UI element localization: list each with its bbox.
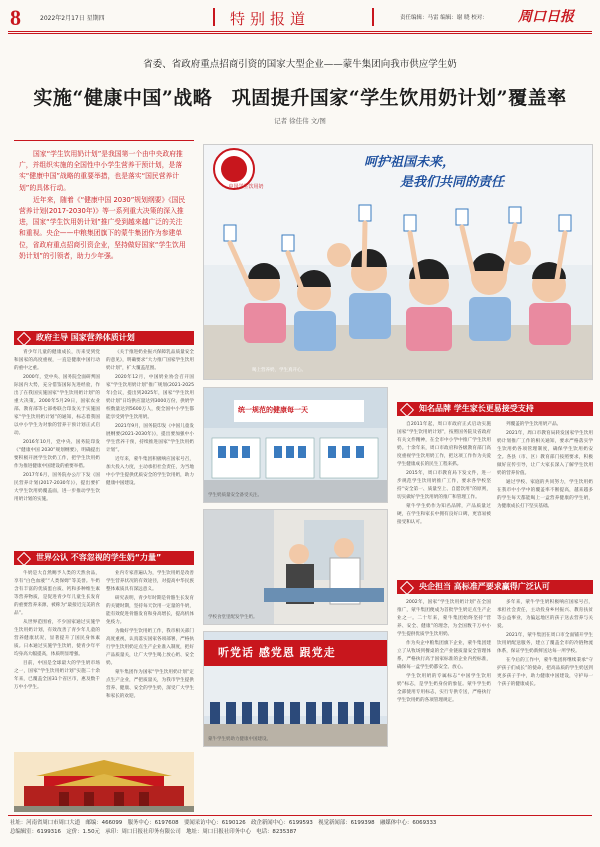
body-paragraph: 2021年，蒙牛集团在周口市全面铺开学生饮用奶配送服务，建立了覆盖全市的冷链物流体系，保证学生奶新鲜送达每一所学校。 bbox=[497, 633, 593, 654]
header-rule-thin bbox=[8, 33, 592, 34]
body-paragraph: 蒙牛学生奶作为知名品牌，产品质量过硬，在学生和家长中拥有良好口碑，更容易被接受和认可。 bbox=[397, 504, 491, 525]
display-banner-text: 统一规范的健康每一天 bbox=[238, 406, 308, 414]
section1-column-a bbox=[14, 349, 100, 535]
paper-logo: 周口日报 bbox=[518, 9, 574, 25]
footer-line-2: 总编辑室：6199316 定价：1.50元 承印：周口日报社印务有限公司 地址：周口日报社印务中心 电话：8235387 bbox=[10, 829, 297, 835]
page-number: 8 bbox=[10, 5, 21, 30]
footer-line-1: 社址：河南省周口市周口大道 邮编：466099 服务中心：6197608 要闻采访中心：6190126 政企新闻中心：6199593 视觉新闻部：6199398 融媒体中心：6069333 bbox=[10, 820, 437, 826]
body-paragraph: 多年来，蒙牛学生奶积极响应国家号召，承担社会责任，主动投身乡村振兴、教育扶贫等公益事业，为偏远地区的孩子送去营养与关爱。 bbox=[497, 600, 593, 629]
body-paragraph: 2020年12月，中国奶业协会召开国家“学生饮用奶计划”推广规划(2021-2025年)会议，提出到2025年，国家“学生饮用奶计划”日均供应量达到3000万份，供奶学校数量达到5600万人，使全国中小学生都能享受到学生饮用奶。 bbox=[106, 375, 194, 420]
body-paragraph: 作为央企中粮集团旗下企业，蒙牛集团建立了从牧场到餐桌的全产业链质量安全管理体系，严格执行高于国家标准的企业内控标准，确保每一盒学生奶都安全、放心。 bbox=[397, 641, 491, 670]
body-paragraph: 牛奶是大自然赐予人类的天然食品，享有“白色血液”“人类保姆”等美誉。牛奶含有丰富的优质蛋白质、钙和多种维生素等营养物质，是促进青少年儿童生长发育的重要营养来源，被称为“最接近完美的食品”。 bbox=[14, 571, 100, 616]
main-photo-caption: 喝上营养奶，学生真开心。 bbox=[252, 368, 306, 373]
section-title: 特别报道 bbox=[230, 10, 311, 28]
body-paragraph: 2015年，周口市教育局下发文件，进一步规范学生饮用奶推广工作，要求各学校坚持“安全第一、质量至上、自愿饮用”的原则，切实做好学生饮用奶的推广和管理工作。 bbox=[397, 471, 491, 500]
section-head-soe: 央企担当 高标准严要求赢得广泛认可 bbox=[397, 580, 593, 594]
body-paragraph: 2017年6月，国务院办公厅下发《国民营养计划(2017-2030年)》，提出要扩大学生饮用奶覆盖面，进一步推动学生饮用奶计划的实施。 bbox=[14, 473, 100, 502]
photo-milk-display bbox=[203, 387, 388, 503]
body-paragraph: 2016年10月，党中央、国务院印发《“健康中国 2030”规划纲要》，明确提出要积极开展学生饮奶工作，把学生饮用奶作为推进健康中国建设的重要举措。 bbox=[14, 440, 100, 469]
photo-canteen bbox=[203, 509, 388, 625]
classroom-illustration bbox=[204, 145, 592, 379]
body-paragraph: 通过学校、家庭的共同努力，学生饮用奶在我市中小学中的覆盖率不断提高，越来越多的学生每天都能喝上一盒营养健康的学生奶，为健康成长打下坚实基础。 bbox=[497, 480, 593, 509]
section1-column-b bbox=[106, 349, 194, 535]
body-paragraph: 目前，中国是全球最大的学生奶市场之一，国家“学生饮用奶计划”实施二十余年来，已覆盖全国31个省区市，惠及数千万中小学生。 bbox=[14, 661, 100, 690]
body-paragraph: 自2011年起，周口市政府正式启动实施国家“学生饮用奶计划”，按照国务院及省政府有关文件精神，在全市中小学中推广学生饮用奶。十余年来，周口市政府和各级教育部门高度重视学生饮用奶工作，把这项工作作为关爱学生健康成长的民生工程来抓。 bbox=[397, 422, 491, 467]
lead-box bbox=[14, 140, 194, 325]
canteen-illustration bbox=[204, 510, 387, 624]
section-head-world: 世界公认 不容忽视的学生奶“力量” bbox=[14, 551, 194, 565]
body-paragraph: 蒙牛集团作为国家“学生饮用奶计划”定点生产企业，严把质量关，为我市学生提供营养、健康、安全的学生奶，深受广大学生和家长的欢迎。 bbox=[106, 670, 194, 699]
main-photo bbox=[203, 144, 593, 380]
footer bbox=[10, 819, 590, 837]
section3-column-a bbox=[397, 421, 491, 569]
section-divider-left bbox=[213, 8, 215, 26]
issue-date: 2022年2月17日 星期四 bbox=[40, 15, 105, 22]
section4-column-a bbox=[397, 599, 491, 811]
body-paragraph: 2002年，国家“学生饮用奶计划”在全国推广，蒙牛集团便成为首批学生奶定点生产企业之一。二十年来，蒙牛集团始终坚持“营养、安全、健康”的理念，为全国数千万中小学生提供优质学生饮用奶。 bbox=[397, 600, 491, 637]
photo3-caption: 学校食堂里配发学生奶。 bbox=[208, 615, 258, 620]
student-milk-logo: 中国学生饮用奶 bbox=[228, 184, 264, 190]
article-headline: 实施“健康中国”战略 巩固提升国家“学生饮用奶计划”覆盖率 bbox=[33, 87, 567, 109]
body-paragraph: 学生饮用奶的专属标志“中国学生饮用奶”标志，是学生奶身份的象征。蒙牛学生奶全部使用专用标志，实行专供专送，严格执行学生饮用奶的各项管理规定。 bbox=[397, 674, 491, 703]
body-paragraph: 近年来，蒙牛集团积极响应国家号召，加大投入力度，主动承担社会责任，为当地中小学生提供优质安全的学生饮用奶，助力健康中国建设。 bbox=[106, 457, 194, 486]
body-paragraph: 2021年，周口市教育局转发国家学生饮用奶计划推广工作的相关通知，要求严格落实学生饮用奶各项管理制度，确保学生饮用奶安全。各县（市、区）教育部门按照要求，积极做好宣传引导，让广大家长深入了解学生饮用奶的营养价值。 bbox=[497, 431, 593, 476]
body-paragraph: 2021年9月，国务院印发《中国儿童发展纲要(2021-2030年)》，提出要加强中小学生营养干预，持续推进国家“学生饮用奶计划”。 bbox=[106, 424, 194, 453]
body-paragraph: 《关于推进奶业振兴保障乳品质量安全的意见》，明确要求“大力推广国家学生饮用奶计划”，扩大覆盖范围。 bbox=[106, 350, 194, 371]
article-byline: 记者 徐佳伟 文/图 bbox=[274, 117, 326, 125]
photo2-caption: 学生奶质量安全备受关注。 bbox=[208, 493, 262, 498]
body-paragraph: 研究表明，青少年时期是骨骼生长发育的关键时期，坚持每天饮用一定量的牛奶，能有效促进骨骼发育和身高增长，提高机体免疫力。 bbox=[106, 596, 194, 625]
section4-column-b bbox=[497, 599, 593, 811]
section2-column-b bbox=[106, 570, 194, 746]
body-paragraph: 从世界范围看，不少国家通过实施学生饮用奶计划，有效改善了青少年儿童的营养健康状况，显著提升了国民身体素质。日本通过实施学生饮奶，使青少年平均身高大幅提高，体质明显增强。 bbox=[14, 620, 100, 657]
photo4-caption: 蒙牛学生奶助力健康中国建设。 bbox=[208, 737, 271, 742]
footer-rule bbox=[8, 815, 592, 816]
lead-paragraph: 国家“学生饮用奶计划”是我国第一个由中央政府推广，并组织实施的全国性中小学生营养干预计划，是落实“健康中国”战略的重要举措，也是落实“国民营养计划”的具体行动。 bbox=[19, 150, 183, 192]
section-divider-right bbox=[372, 8, 374, 26]
main-slogan-line1: 呵护祖国未来， bbox=[364, 155, 456, 170]
section2-column-a bbox=[14, 570, 100, 746]
tiananmen-decoration bbox=[14, 752, 194, 812]
article-kicker: 省委、省政府重点招商引资的国家大型企业——蒙牛集团向我市供应学生奶 bbox=[143, 59, 457, 70]
main-slogan-line2: 是我们共同的责任 bbox=[400, 175, 505, 190]
body-paragraph: 列覆盖的学生饮用奶产品。 bbox=[506, 422, 562, 427]
lead-paragraph: 近年来，随着《“健康中国 2030”规划纲要》《国民营养计划(2017-2030年)》等一系列重大决策的深入推进，国家“学生饮用奶计划”推广受到越来越广泛的关注和重视。央企——中粮集团旗下的蒙牛集团作为参建单位，省政府重点招商引资企业，坚持做好国家“学生饮用奶计划”的引领者，助力少年强。 bbox=[19, 195, 186, 260]
body-paragraph: 青少年儿童的健康成长，历来受到党和国家的高度重视，一直是健康中国行动的重中之重。 bbox=[14, 350, 100, 371]
section-head-government: 政府主导 国家营养体质计划 bbox=[14, 331, 194, 345]
section-head-brand: 知名品牌 学生家长更易接受支持 bbox=[397, 402, 593, 416]
header-rule bbox=[8, 31, 592, 32]
body-paragraph: 为做好学生饮用奶工作，我市相关部门高度重视，认真落实国家各项部署，严格执行学生饮用奶定点生产企业准入制度，把好产品质量关，让广大学生喝上放心奶、安全奶。 bbox=[106, 629, 194, 666]
body-paragraph: 业内专家普遍认为，学生饮用奶是改善学生营养状况的有效途径，对提高中华民族整体素质具有深远意义。 bbox=[106, 571, 194, 592]
body-paragraph: 2000年，党中央、国务院全面研判国际国内大势，充分借鉴国际先进经验，作出了在我国实施国家“学生饮用奶计划”的重大决策。2000年5月29日，国家农业部、教育部等七部委联合印发关于实施国家“学生饮用奶计划”的通知，标志着我国以中小学生为对象的营养干预计划正式启动。 bbox=[14, 375, 100, 436]
editor-info: 责任编辑：马雷 编辑：谢 晓 校对： bbox=[400, 15, 488, 21]
photo-event bbox=[203, 631, 388, 747]
section3-column-b bbox=[497, 421, 593, 569]
event-banner-text: 听党话 感党恩 跟党走 bbox=[218, 646, 336, 659]
body-paragraph: 在今后的工作中，蒙牛集团将继续秉承“守护孩子们成长”的使命，把高品质的学生奶送到更多孩子手中，助力健康中国建设，守护每一个孩子的健康成长。 bbox=[497, 658, 593, 687]
